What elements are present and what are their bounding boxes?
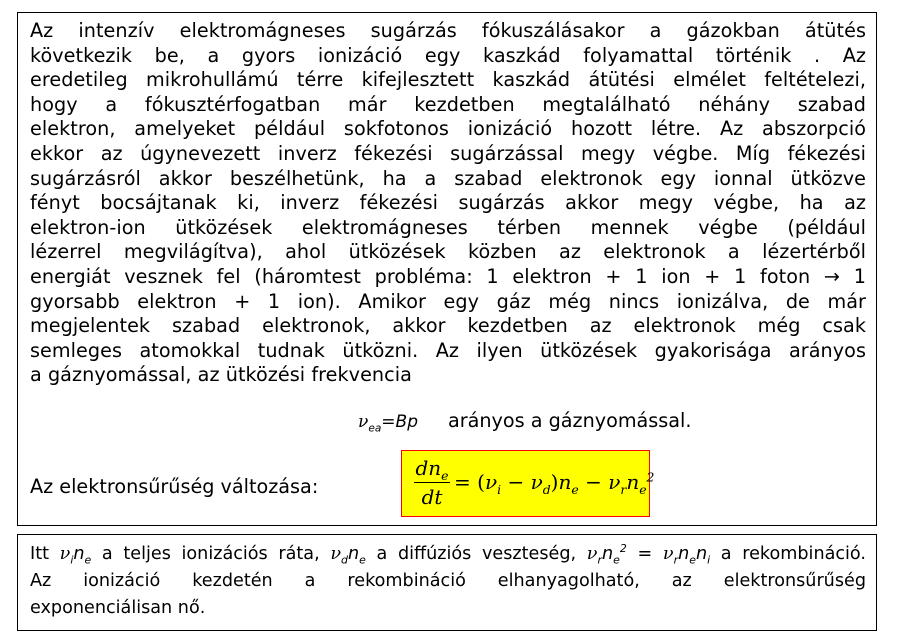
fraction-numerator: $dn_e$	[415, 456, 449, 483]
paragraph-line: Az intenzív elektromágneses sugárzás fókuszálásakor a gázokban átütés	[30, 19, 866, 42]
paragraph-line: lézerrel megvilágítva), ahol ütközések közben az elektronok a lézertérből	[30, 240, 866, 264]
paragraph-line: gyorsabb elektron + 1 ion). Amikor egy gáz még nincs ionizálva, de már	[30, 289, 866, 313]
paragraph-line: elektron-ion ütközések elektromágneses térben mennek végbe (például	[30, 215, 866, 239]
formula-rhs: =Bp	[381, 412, 418, 432]
collision-frequency-row	[358, 409, 692, 435]
paragraph-line: a gáznyomással, az ütközési frekvencia	[30, 363, 412, 387]
paragraph-line: elektron, amelyeket például sokfotonos ionizáció hozott létre. Az abszorpció	[30, 117, 866, 141]
footnote-paragraph	[30, 541, 866, 622]
paragraph-line: megjelentek szabad elektronok, akkor kezdetben az elektronok még csak	[30, 314, 866, 338]
equation-fraction	[414, 455, 450, 510]
main-text-box	[17, 12, 877, 526]
paragraph-line: következik be, a gyors ionizáció egy kaszkád folyamattal történik . Az	[30, 43, 866, 67]
paragraph-line: fényt bocsájtanak ki, inverz fékezési sugárzás akkor megy végbe, ha az	[30, 191, 866, 215]
paragraph-line: sugárzásról akkor beszélhetünk, ha a szabad elektronok egy ionnal ütközve	[30, 166, 866, 190]
paragraph-line: ekkor az úgynevezett inverz fékezési sugárzással megy végbe. Míg fékezési	[30, 141, 866, 165]
collision-frequency-formula	[358, 412, 418, 435]
paragraph-line: energiát vesznek fel (háromtest probléma: 1 elektron + 1 ion + 1 foton → 1	[30, 264, 866, 288]
equation-rhs: = $(\nu_i - \nu_d)n_e - \nu_rn_e^2$	[454, 469, 655, 497]
fraction-denominator: dt	[421, 485, 443, 509]
collision-frequency-text: arányos a gáznyomással.	[447, 409, 692, 432]
nu-symbol: ν	[358, 412, 369, 432]
footnote-line-2: Az ionizáció kezdetén a rekombináció elhanyagolható, az elektronsűrűség	[30, 571, 866, 591]
main-paragraph	[30, 19, 866, 388]
paragraph-line: semleges atomokkal tudnak ütközni. Az ilyen ütközések gyakorisága arányos	[30, 338, 866, 362]
footnote-line-1: Itt $\nu_in_e$ a teljes ionizációs ráta, $\nu_dn_e$ a diffúziós veszteség, $\nu_rn_e^2 = \nu_rn_en_i$ a rekombináció.	[30, 542, 866, 567]
nu-subscript: ea	[368, 422, 382, 435]
paragraph-line: eredetileg mikrohullámú térre kifejlesztett kaszkád átütési elmélet feltételezi,	[30, 68, 866, 92]
footnote-line-3: exponenciálisan nő.	[30, 598, 206, 618]
paragraph-line: hogy a fókusztérfogatban már kezdetben megtalálható néhány szabad	[30, 92, 866, 116]
density-change-label: Az elektronsűrűség változása:	[30, 475, 319, 498]
footnote-box	[17, 534, 877, 631]
rate-equation-box	[401, 450, 655, 517]
